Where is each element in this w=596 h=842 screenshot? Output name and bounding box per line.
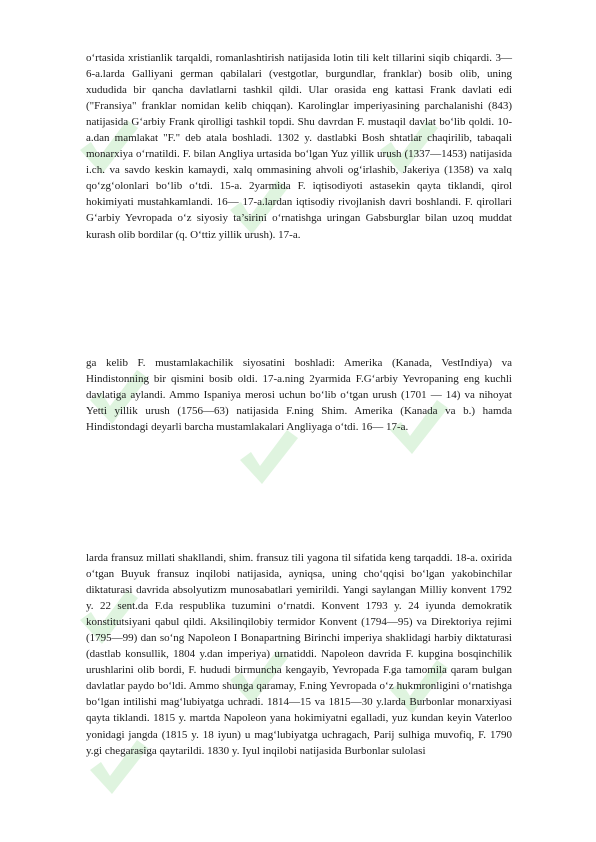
paragraph-1: o‘rtasida xristianlik tarqaldi, romanlashtirish natijasida lotin tili kelt tillarini siqib chiqardi. 3—6-a.larda Galliyani german qabilalari (vestgotlar, burgundlar, franklar) bosib olib, uning xududida bir qancha davlatlarni tashkil qildi. Ular orasida eng kattasi Frank davlati edi ("Fransiya" franklar nomidan kelib chiqqan). Karolinglar imperiyasining parchalanishi (843) natijasida G‘arbiy Frank qirolligi tashkil topdi. Shu davrdan F. mustaqil davlat bo‘lib qoldi. 10-a.dan mamlakat "F." deb atala boshladi. 1302 y. dastlabki Bosh shtatlar chaqirilib, tabaqali monarxiya o‘rnatildi. F. bilan Angliya urtasida bo‘lgan Yuz yillik urush (1337—1453) natijasida i.ch. va savdo keskin kamaydi, xalq ommasining ahvoli og‘irlashib, Jakeriya (1358) va xalq qo‘zg‘olonlari bo‘lib o‘tdi. 15-a. 2yarmida F. iqtisodiyoti astasekin qayta tiklandi, qirol hokimiyati mustahkamlandi. 16— 17-a.lardan iqtisodiy rivojlanish davri boshlandi. F. qirollari G‘arbiy Yevropada o‘z siyosiy ta’sirini o‘rnatishga uringan Gabsburglar bilan uzoq muddat kurash olib bordilar (q. O‘ttiz yillik urush). 17-a. <box>86 52 512 241</box>
paragraph-3: larda fransuz millati shakllandi, shim. fransuz tili yagona til sifatida keng tarqaddi. 18-a. oxirida o‘tgan Buyuk fransuz inqilobi natijasida, ayniqsa, uning cho‘qqisi bo‘lgan yakobinchilar diktaturasi davrida absolyutizm munosabatlari yemirildi. Yangi saylangan Milliy konvent 1792 y. 22 sent.da F.da respublika tuzumini o‘rnatdi. Konvent 1793 y. 24 iyunda demokratik konstitutsiyani qabul qildi. Aksilinqilobiy termidor Konvent (1794—95) va Direktoriya rejimi (1795—99) dan so‘ng Napoleon I Bonapartning Birinchi imperiya shaklidagi harbiy diktaturasi (dastlab konsullik, 1804 y.dan imperiya) urnatiddi. Napoleon davrida F. kupgina bosqinchilik urushlarini olib bordi, F. hududi birmuncha kengayib, Yevropada F.ga tamomila qaram bulgan davlatlar paydo bo‘ldi. Ammo shunga qaramay, F.ning Yevropada o‘z hukmronligini o‘rnatishga bo‘lgan intilishi mag‘lubiyatga uchradi. 1814—15 va 1815—30 y.larda Burbonlar monarxiyasi qayta tiklandi. 1815 y. martda Napoleon yana hokimiyatni egalladi, yuz kundan keyin Vaterloo yonidagi jangda (1815 y. 18 iyun) u mag‘lubiyatga uchragach, Parij sulhiga muvofiq, F. 1790 y.gi chegarasiga qaytarildi. 1830 y. Iyul inqilobi natijasida Burbonlar sulolasi <box>86 552 512 757</box>
green-tick-icon <box>240 430 298 484</box>
paragraph-2: ga kelib F. mustamlakachilik siyosatini boshladi: Amerika (Kanada, VestIndiya) va Hindistonning bir qismini bosib oldi. 17-a.ning 2yarmida F.G‘arbiy Yevropaning eng kuchli davlatiga aylandi. Ammo Ispaniya merosi uchun bo‘lib o‘tgan urush (1701 — 14) va nihoyat Yetti yillik urush (1756—63) natijasida F.ning Shim. Amerika (Kanada va b.) hamda Hindistondagi deyarli barcha mustamlakalari Angliyaga o‘tdi. 16— 17-a. <box>86 357 512 434</box>
